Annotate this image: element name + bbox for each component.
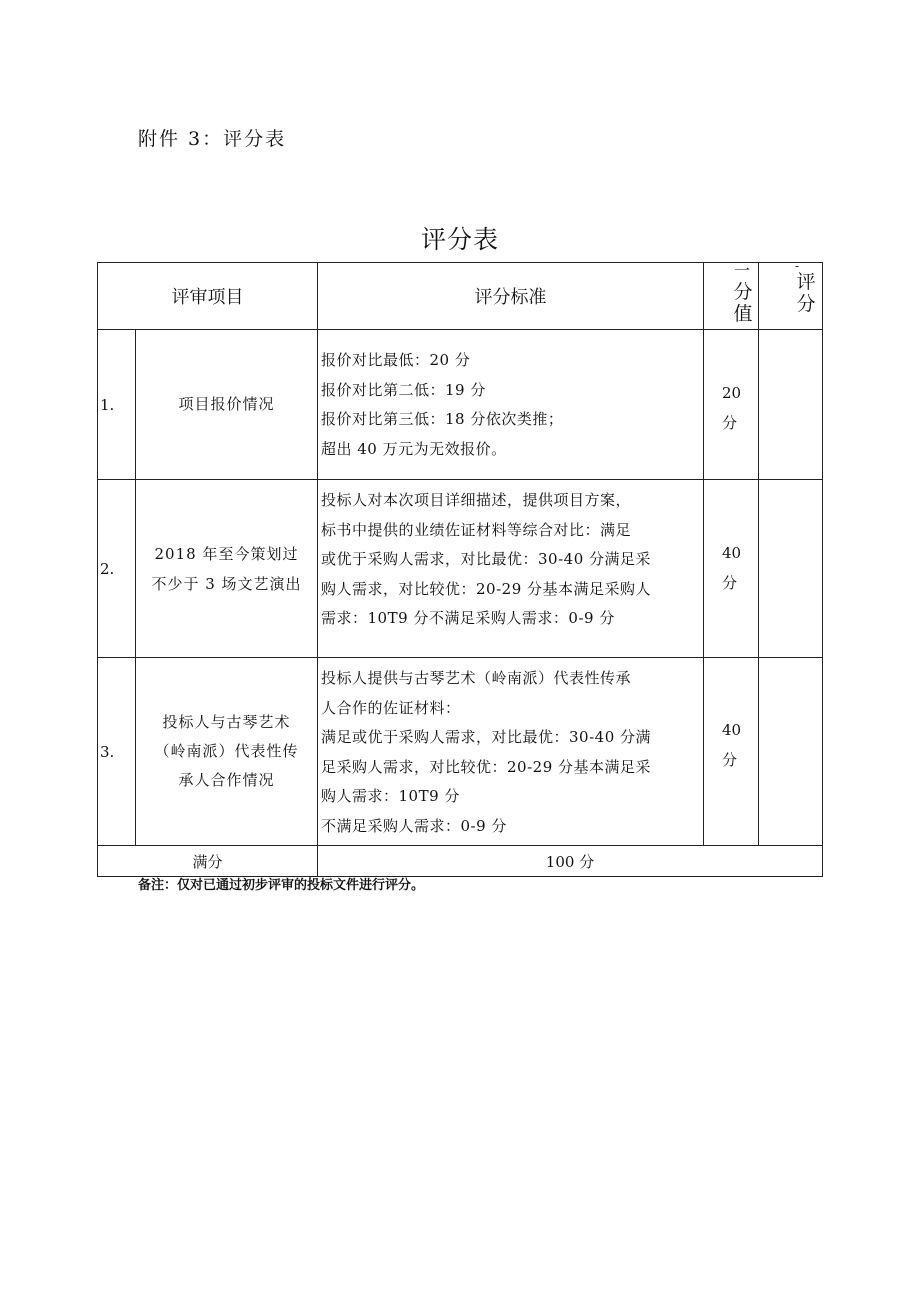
criteria-line: 投标人提供与古琴艺术（岭南派）代表性传承 — [321, 669, 632, 687]
row-value: 20 分 — [704, 330, 759, 480]
row-value: 40 分 — [704, 480, 759, 658]
row-score — [759, 658, 823, 846]
criteria-line: 足采购人需求，对比较优：20-29 分基本满足采 — [321, 757, 652, 776]
row-score — [759, 330, 823, 480]
criteria-line: 购人需求：10T9 分 — [321, 787, 460, 805]
table-header-row — [98, 263, 823, 330]
table-total-row — [98, 846, 823, 877]
criteria-line: 不满足采购人需求：0-9 分 — [321, 816, 507, 835]
header-score: - 评分 — [759, 263, 823, 330]
table-row — [98, 658, 823, 846]
criteria-line: 满足或优于采购人需求，对比最优：30-40 分满 — [321, 728, 652, 746]
total-label: 满分 — [98, 846, 318, 877]
row-criteria — [318, 658, 704, 846]
header-score-text: 评分 — [796, 271, 816, 315]
row-number: 1. — [98, 330, 136, 480]
criteria-line: 超出 40 万元为无效报价。 — [321, 439, 507, 458]
header-item: 评审项目 — [98, 263, 318, 330]
total-value: 100 分 — [318, 846, 823, 877]
row-score — [759, 480, 823, 658]
table-row — [98, 480, 823, 658]
table-row — [98, 330, 823, 480]
row-criteria — [318, 330, 704, 480]
row-item: 2018 年至今策划过 不少于 3 场文艺演出 — [136, 480, 318, 658]
row-number: 3. — [98, 658, 136, 846]
criteria-line: 购人需求，对比较优：20-29 分基本满足采购人 — [321, 579, 652, 598]
criteria-line: 投标人对本次项目详细描述，提供项目方案， — [321, 491, 632, 509]
header-value: 一 分值 — [704, 263, 759, 330]
criteria-line: 报价对比第三低：18 分依次类推； — [321, 410, 564, 428]
header-criteria: 评分标准 — [318, 263, 704, 330]
attachment-label: 附件 3：评分表 — [138, 128, 287, 150]
row-value: 40 分 — [704, 658, 759, 846]
criteria-line: 报价对比最低：20 分 — [321, 351, 471, 369]
criteria-line: 报价对比第二低：19 分 — [321, 380, 486, 399]
page-title: 评分表 — [420, 225, 499, 254]
scoring-table — [97, 259, 823, 877]
row-criteria — [318, 480, 704, 658]
row-item: 投标人与古琴艺术 （岭南派）代表性传 承人合作情况 — [136, 658, 318, 846]
criteria-line: 或优于采购人需求，对比最优：30-40 分满足采 — [321, 550, 652, 568]
criteria-line: 人合作的佐证材料： — [321, 698, 461, 717]
criteria-line: 需求：10T9 分不满足采购人需求：0-9 分 — [321, 609, 615, 627]
criteria-line: 标书中提供的业绩佐证材料等综合对比：满足 — [321, 520, 632, 539]
header-value-text: 分值 — [733, 281, 753, 325]
row-number: 2. — [98, 480, 136, 658]
row-item: 项目报价情况 — [136, 330, 318, 480]
footnote: 备注：仅对已通过初步评审的投标文件进行评分。 — [138, 878, 425, 893]
